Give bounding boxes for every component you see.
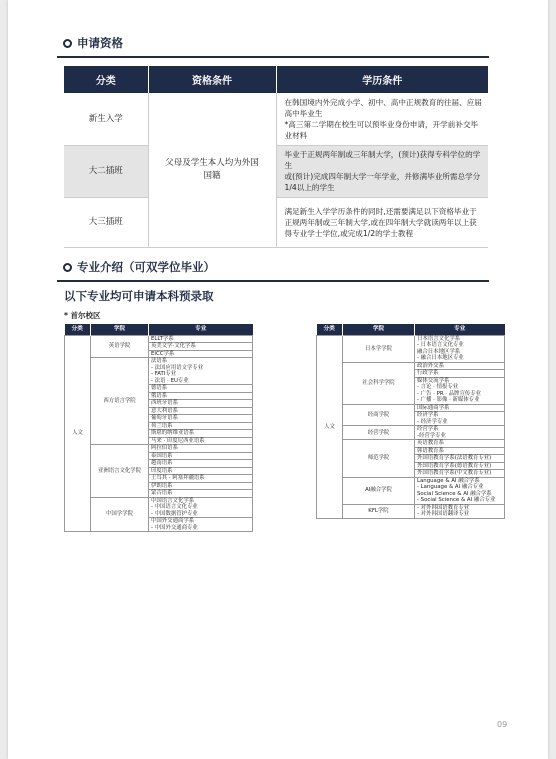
table-row [317,477,505,504]
table-row [65,445,253,452]
category-cell: 大二插班 [64,145,148,197]
major-cell: 外国语教育学系(法语教育专业) [415,455,505,462]
major-cell: 土耳其 · 阿塞拜疆语系 [149,475,253,482]
header-qualification: 资格条件 [148,66,276,93]
major-cell: 英语教育系 [415,440,505,447]
major-cell: 行政学系 [415,370,505,377]
major-cell: 斯堪的纳维亚语系 [149,430,253,437]
major-cell: 中国语言文化学系 - 中国语言文化专业 - 中国数据管护专业 [149,497,253,517]
major-cell: 意大利语系 [149,407,253,414]
category-cell: 人文 [317,336,343,519]
major-cell: 韩语教育系 [415,447,505,454]
circle-bullet-icon [63,263,72,272]
table-row [64,145,488,197]
table-row [65,497,253,517]
major-cell: 经营学系 -经营学专业 [415,426,505,440]
major-cell: 外国语教育学系(中文教育专业) [415,470,505,477]
major-cell: 俄语系 [149,392,253,399]
table-row [65,336,253,343]
section-header-majors [57,258,489,282]
qualification-table [64,66,488,248]
major-cell: 葡萄牙语系 [149,415,253,422]
college-cell: 亚洲语言文化学院 [91,445,149,497]
major-cell: 国际通商学系 [415,404,505,411]
major-cell: 印度语系 [149,467,253,474]
qualification-cell: 父母及学生本人均为外国国籍 [148,93,276,247]
college-cell: KFL学院 [343,504,415,518]
major-cell: EICC学系 [149,350,253,357]
college-cell: 日本学学院 [343,336,415,363]
college-cell: 师范学院 [343,440,415,477]
header-category: 分类 [317,324,343,336]
major-cell: 日本语言文化学系 - 日本语言文化专业 融合日本地区学系 - 融合日本地区专业 [415,336,505,363]
major-cell: 越南语系 [149,460,253,467]
major-cell: Language & AI 融合学系 - Language & AI 融合专业 Social Science & AI 融合学系 - Social Science & AI 融合专业 [415,477,505,504]
major-cell: 德语系 [149,385,253,392]
major-cell: 伊朗语系 [149,482,253,489]
header-major: 专业 [149,324,253,336]
header-college: 学院 [91,324,149,336]
education-cell: 满足新生入学学历条件的同时,还需要满足以下资格毕业于正规两年制或三年制大学,或在四年制大学就读两年以上获得专业学士学位,或完成1/2的学士教程 [276,197,488,247]
college-cell: 中国学学院 [91,497,149,531]
campus-label: * 首尔校区 [64,311,101,320]
education-cell: 在韩国境内外完成小学、初中、高中正规教育的往届、应届高中毕业生 *高三第二学期在校生可以预毕业身份申请，开学前补交毕业材料 [276,93,488,145]
major-cell: 经济学系 - 经济学专业 [415,412,505,426]
major-cell: 媒体交流学系 - 言论 · 情报专业 - 广告 · PR · 品牌宣传专业 - 广播 · 影像 · 新媒体专业 [415,377,505,404]
section-title: 专业介绍（可双学位毕业） [77,260,215,274]
major-cell: 蒙古语系 [149,490,253,497]
major-cell: 阿拉伯语系 [149,445,253,452]
category-cell: 新生入学 [64,93,148,145]
table-row [64,197,488,247]
header-major: 专业 [415,324,505,336]
major-cell: 中国外交通商学系 - 中国外交通商专业 [149,518,253,532]
category-cell: 大三插班 [64,197,148,247]
majors-table-right [316,324,505,519]
major-cell: 外国语教育学系(德语教育专业) [415,462,505,469]
header-category: 分类 [64,66,148,93]
college-cell: 英语学院 [91,336,149,358]
category-cell: 人文 [65,336,91,532]
table-row [64,93,488,145]
education-cell: 毕业于正规两年制或三年制大学，(预计)获得专科学位的学生 或(预计)完成四年制大学一年学业，并修满毕业所需总学分1/4以上的学生 [276,145,488,197]
subtitle: 以下专业均可申请本科预录取 [64,289,214,303]
page-number: 09 [497,720,508,729]
major-cell: ELLT学系 [149,336,253,343]
table-row [317,336,505,363]
section-header-application [57,34,489,58]
header-education: 学历条件 [276,66,488,93]
header-college: 学院 [343,324,415,336]
college-cell: 经营学院 [343,426,415,440]
major-cell: 马来 · 印度尼西亚语系 [149,437,253,444]
table-row [65,358,253,385]
major-cell: 英美文学·文化学系 [149,343,253,350]
major-cell: 法语系 - 法国应用语文学专业 - FATI专业 - 法语 · EU专业 [149,358,253,385]
table-row [317,404,505,411]
table-row [317,426,505,440]
major-cell: 荷兰语系 [149,422,253,429]
college-cell: AI融合学院 [343,477,415,504]
section-title: 申请资格 [77,36,123,50]
college-cell: 经商学院 [343,404,415,425]
major-cell: - 对外韩国语教育专业 - 对外韩国语翻译专业 [415,504,505,518]
college-cell: 社会科学学院 [343,362,415,404]
table-row [317,504,505,518]
circle-bullet-icon [63,39,72,48]
majors-table-left [64,324,253,532]
major-cell: 泰国语系 [149,452,253,459]
table-row [317,440,505,447]
major-cell: 西班牙语系 [149,400,253,407]
major-cell: 政治外交系 [415,362,505,369]
college-cell: 西方语言学院 [91,358,149,445]
table-row [317,362,505,369]
header-category: 分类 [65,324,91,336]
